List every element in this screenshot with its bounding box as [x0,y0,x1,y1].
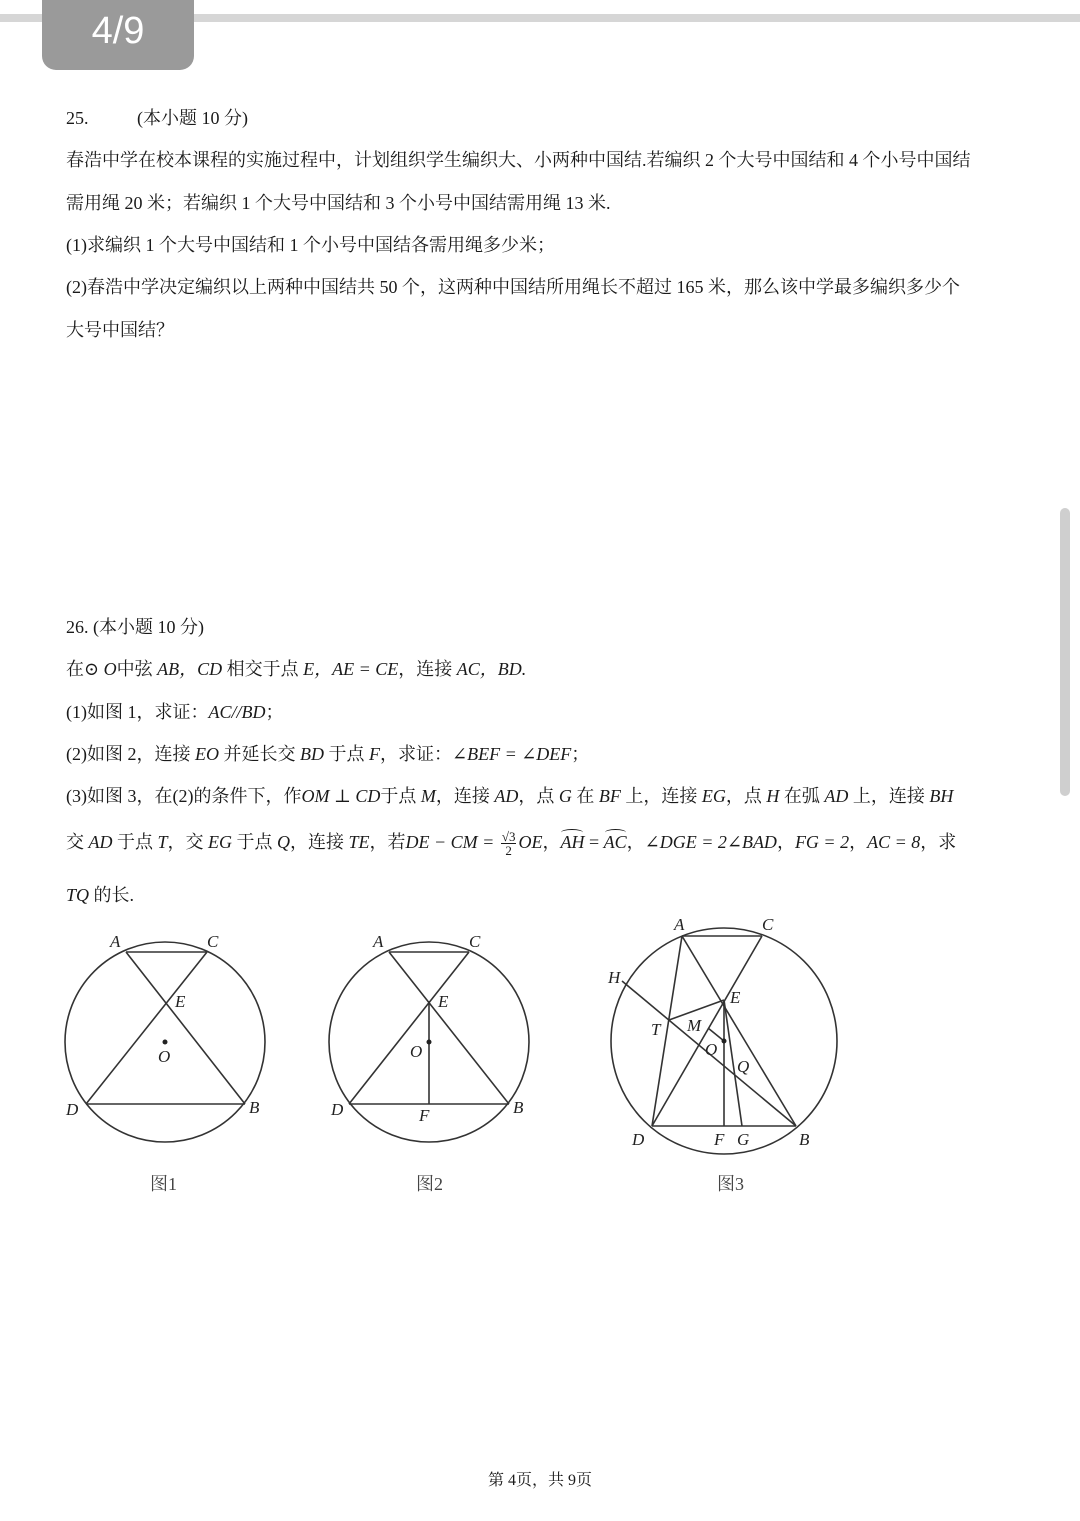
figure-3-caption: 图3 [717,1174,744,1194]
q25-number: 25. [66,108,89,128]
figure-3-diagram [600,905,850,1160]
q26-part3-line1: (3)如图 3，在(2)的条件下，作OM ⊥ CD于点 M，连接 AD，点 G 在 BF 上，连接 EG，点 H 在弧 AD 上，连接 BH [66,786,954,806]
fig3-label-d: D [632,1130,645,1149]
q25-score: (本小题 10 分) [137,108,248,128]
fig3-label-b: B [799,1130,810,1149]
q25-part2a: (2)春浩中学决定编织以上两种中国结共 50 个，这两种中国结所用绳长不超过 165 米，那么该中学最多编织多少个 [66,277,960,297]
fig2-label-o: O [410,1042,423,1061]
q25-part1: (1)求编织 1 个大号中国结和 1 个小号中国结各需用绳多少米； [66,235,555,255]
arc-ah: AH [560,832,585,852]
fig1-label-e: E [175,992,186,1011]
q26-stem: 在⊙ O中弦 AB，CD 相交于点 E，AE = CE，连接 AC，BD. [66,659,527,679]
figure-1-diagram [60,925,280,1155]
fig3-label-h: H [608,968,621,987]
q26-part3-line2: 交 AD 于点 T，交 EG 于点 Q，连接 TE，若DE − CM = $\frac{√3}{2}$ OE，AH = AC，∠DGE = 2∠BAD，FG = 2，AC = 8，求 [66,829,957,859]
q25-line1: 春浩中学在校本课程的实施过程中，计划组织学生编织大、小两种中国结.若编织 2 个大号中国结和 4 个小号中国结 [66,150,971,170]
fig2-label-c: C [469,932,481,951]
figure-2-caption: 图2 [416,1174,443,1194]
fig2-label-a: A [373,932,384,951]
q26-part2: (2)如图 2，连接 EO 并延长交 BD 于点 F，求证：∠BEF = ∠DEF； [66,744,590,764]
fig1-label-a: A [110,932,121,951]
fig3-label-q: Q [737,1057,750,1076]
fig2-label-b: B [513,1098,524,1117]
figure-1-caption: 图1 [150,1174,177,1194]
q25-part2b: 大号中国结？ [66,320,174,340]
fig2-label-d: D [331,1100,344,1119]
fig2-label-f: F [419,1106,430,1125]
fig3-label-e: E [730,988,741,1007]
fig3-label-t: T [651,1020,661,1039]
fig1-label-b: B [249,1098,260,1117]
fraction-sqrt3-over-2: $\frac{√3}{2}$ [501,829,516,859]
figure-2-diagram [325,925,545,1155]
scrollbar[interactable] [1060,508,1070,796]
q25-line2: 需用绳 20 米；若编织 1 个大号中国结和 3 个小号中国结需用绳 13 米. [66,193,611,213]
fig3-label-c: C [762,915,774,934]
arc-ac: AC [603,832,627,852]
fig1-label-c: C [207,932,219,951]
fig3-label-a: A [674,915,685,934]
q26-part3-line3: TQ 的长. [66,885,135,905]
fig3-label-f: F [714,1130,725,1149]
fig3-label-g: G [737,1130,750,1149]
q26-part1: (1)如图 1，求证：AC//BD； [66,702,284,722]
fig3-label-o: O [705,1040,718,1059]
page-footer: 第 4页，共 9页 [487,1472,592,1489]
page-indicator-badge: 4/9 [42,0,194,70]
q26-header: 26. (本小题 10 分) [66,617,204,637]
fig1-label-o: O [158,1047,171,1066]
fig3-label-m: M [687,1016,702,1035]
q25-header [66,104,248,130]
fig1-label-d: D [66,1100,79,1119]
fig2-label-e: E [438,992,449,1011]
